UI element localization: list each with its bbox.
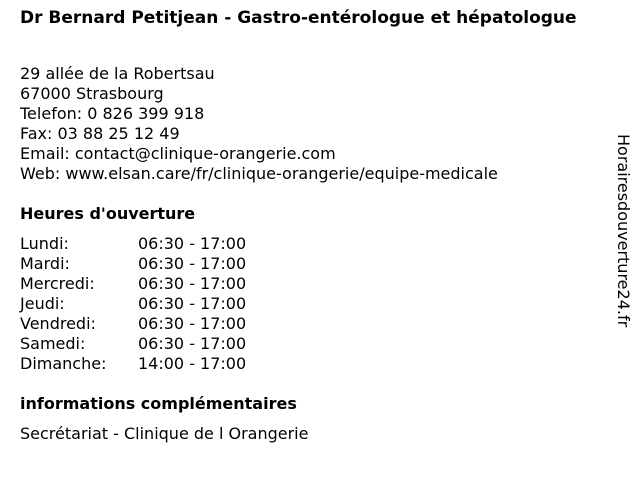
day-label: Samedi: bbox=[20, 334, 86, 353]
hours-row-saturday bbox=[20, 334, 246, 354]
email-address: Email: contact@clinique-orangerie.com bbox=[20, 144, 336, 163]
day-label: Dimanche: bbox=[20, 354, 107, 373]
day-label: Vendredi: bbox=[20, 314, 96, 333]
time-range: 14:00 - 17:00 bbox=[138, 354, 247, 373]
time-range: 06:30 - 17:00 bbox=[138, 294, 247, 313]
address-street: 29 allée de la Robertsau bbox=[20, 64, 215, 83]
contact-block bbox=[20, 64, 498, 184]
opening-hours-table bbox=[20, 234, 246, 374]
hours-row-wednesday bbox=[20, 274, 246, 294]
time-range: 06:30 - 17:00 bbox=[138, 314, 247, 333]
hours-row-sunday bbox=[20, 354, 246, 374]
time-range: 06:30 - 17:00 bbox=[138, 234, 247, 253]
fax-number: Fax: 03 88 25 12 49 bbox=[20, 124, 180, 143]
address-city: 67000 Strasbourg bbox=[20, 84, 164, 103]
hours-row-tuesday bbox=[20, 254, 246, 274]
time-range: 06:30 - 17:00 bbox=[138, 274, 247, 293]
day-label: Jeudi: bbox=[20, 294, 65, 313]
hours-row-thursday bbox=[20, 294, 246, 314]
time-range: 06:30 - 17:00 bbox=[138, 334, 247, 353]
time-range: 06:30 - 17:00 bbox=[138, 254, 247, 273]
website: Web: www.elsan.care/fr/clinique-orangerie/equipe-medicale bbox=[20, 164, 498, 183]
site-watermark: Horairesdouverture24.fr bbox=[614, 134, 633, 328]
opening-hours-heading: Heures d'ouverture bbox=[20, 204, 196, 223]
additional-info-text: Secrétariat - Clinique de l Orangerie bbox=[20, 424, 309, 443]
phone-number: Telefon: 0 826 399 918 bbox=[20, 104, 205, 123]
additional-info-heading: informations complémentaires bbox=[20, 394, 297, 413]
hours-row-friday bbox=[20, 314, 246, 334]
day-label: Mardi: bbox=[20, 254, 70, 273]
day-label: Lundi: bbox=[20, 234, 69, 253]
page-title: Dr Bernard Petitjean - Gastro-entérologue et hépatologue bbox=[20, 8, 577, 28]
hours-row-monday bbox=[20, 234, 246, 254]
day-label: Mercredi: bbox=[20, 274, 95, 293]
